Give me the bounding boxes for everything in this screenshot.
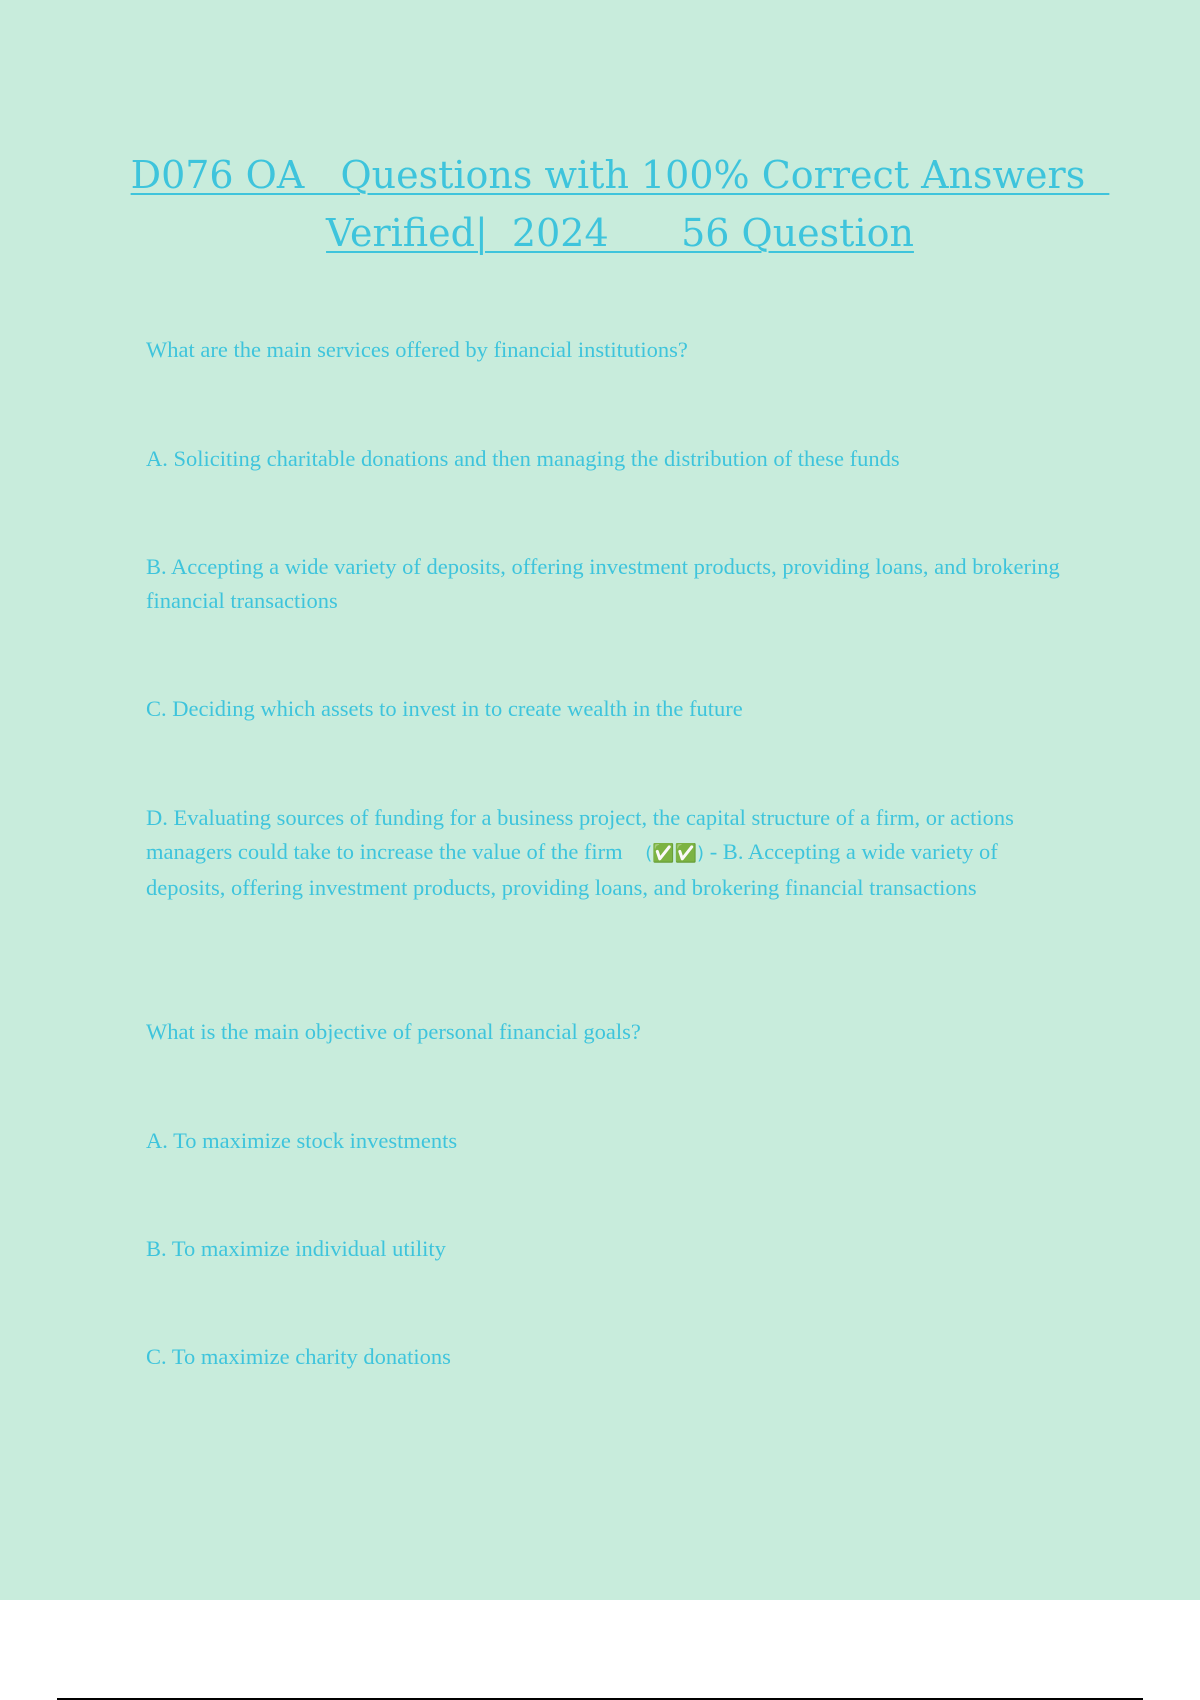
- question-1-text: What are the main services offered by financial institutions?: [146, 337, 688, 362]
- check-marks-icon: (✅✅): [645, 843, 705, 864]
- question-1-option-d: D. Evaluating sources of funding for a business project, the capital structure of a firm, or actions managers could take to increase the value of the firm: [146, 805, 1020, 864]
- question-2-option-b: B. To maximize individual utility: [146, 1236, 446, 1261]
- title-line-1: D076 OA Questions with 100% Correct Answers: [130, 153, 1110, 197]
- question-2-text: What is the main objective of personal financial goals?: [146, 1019, 641, 1044]
- title-line-2: Verified| 2024 56 Question: [326, 211, 914, 255]
- question-1-option-c: C. Deciding which assets to invest in to create wealth in the future: [146, 696, 743, 721]
- question-1-answer: - B. Accepting a wide variety of deposits, offering investment products, providing loans, and brokering financial transactions: [146, 839, 1004, 900]
- question-2-option-c: C. To maximize charity donations: [146, 1344, 451, 1369]
- question-1-option-a: A. Soliciting charitable donations and then managing the distribution of these funds: [146, 446, 900, 471]
- question-2-option-a: A. To maximize stock investments: [146, 1128, 458, 1153]
- document-title: [130, 146, 1110, 262]
- question-1-option-d-and-answer: [146, 801, 1066, 905]
- question-1-option-b: B. Accepting a wide variety of deposits, offering investment products, providing loans, and brokering financial transactions: [146, 554, 1066, 613]
